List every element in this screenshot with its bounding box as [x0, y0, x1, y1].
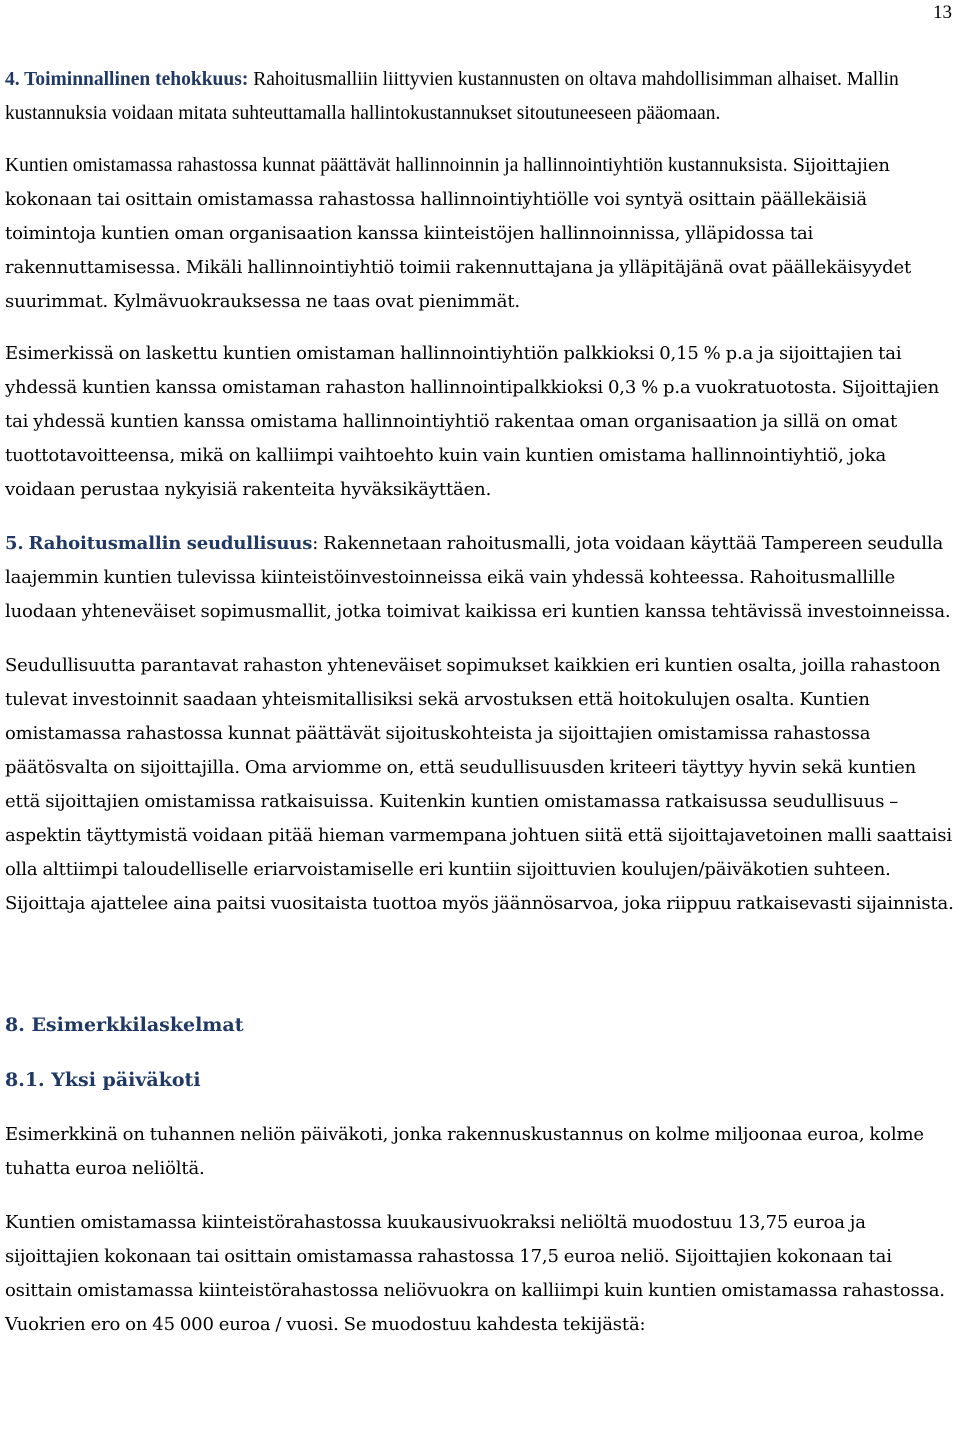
section-8-1-heading: 8.1. Yksi päiväkoti — [5, 1069, 201, 1091]
fee-example-paragraph: Esimerkissä on laskettu kuntien omistaman hallinnointiyhtiön palkkioksi 0,15 % p.a ja sijoittajien tai yhdessä kuntien kanssa omistaman rahaston hallinnointipalkkioksi 0,3 % p.a vuokratuotosta. Sijoittajien tai yhdessä kuntien kanssa omistama hallinnointiyhtiö rakentaa oman organisaation ja sillä on omat tuottotavoitteensa, mikä on kalliimpi vaihtoehto kuin vain kuntien omistama hallinnointiyhtiö, joka voidaan perustaa nykyisiä rakenteita hyväksikäyttäen. — [5, 343, 940, 500]
criterion-5-paragraph — [5, 527, 955, 629]
admin-costs-paragraph — [5, 149, 955, 319]
document-body — [5, 63, 955, 1342]
criterion-5-number: 5. — [5, 533, 24, 554]
section-8-heading: 8. Esimerkkilaskelmat — [5, 1014, 244, 1036]
criterion-4-text: Rahoitusmalliin liittyvien kustannusten on oltava mahdollisimman alhaiset. Mallin kustannuksia voidaan mitata suhteuttamalla hallintokustannukset sitoutuneeseen pääomaan. — [5, 69, 899, 124]
criterion-4-label: 4. Toiminnallinen tehokkuus: — [5, 69, 249, 90]
page-number: 13 — [933, 2, 952, 23]
daycare-example-paragraph: Esimerkkinä on tuhannen neliön päiväkoti, jonka rakennuskustannus on kolme miljoonaa euroa, kolme tuhatta euroa neliöltä. — [5, 1124, 924, 1179]
criterion-5-label: Rahoitusmallin seudullisuus — [28, 533, 313, 554]
admin-costs-part1: Kuntien omistamassa rahastossa kunnat päättävät hallinnoinnin ja hallinnointiyhtiön kustannuksista. — [5, 155, 788, 176]
admin-costs-part2: Sijoittajien kokonaan tai osittain omistamassa rahastossa hallinnointiyhtiölle voi syntyä osittain päällekäisiä toimintoja kuntien oman organisaation kanssa kiinteistöjen hallinnoinnissa, ylläpidossa tai rakennuttamisessa. Mikäli hallinnointiyhtiö toimii rakennuttajana ja ylläpitäjänä ovat päällekäisyydet suurimmat. Kylmävuokrauksessa ne taas ovat pienimmät. — [5, 155, 912, 312]
regional-paragraph: Seudullisuutta parantavat rahaston yhteneväiset sopimukset kaikkien eri kuntien osalta, joilla rahastoon tulevat investoinnit saadaan yhteismitallisiksi sekä arvostuksen että hoitokulujen osalta. Kuntien omistamassa rahastossa kunnat päättävät sijoituskohteista ja sijoittajien omistamissa rahastossa päätösvalta on sijoittajilla. Oma arviomme on, että seudullisuusden kriteeri täyttyy hyvin sekä kuntien että sijoittajien omistamissa ratkaisuissa. Kuitenkin kuntien omistamassa ratkaisussa seudullisuus –aspektin täyttymistä voidaan pitää hieman varmempana johtuen siitä että sijoittajavetoinen malli saattaisi olla alttiimpi taloudelliselle eriarvoistamiselle eri kuntiin sijoittuvien koulujen/päiväkotien suhteen. Sijoittaja ajattelee aina paitsi vuositaista tuottoa myös jäännösarvoa, joka riippuu ratkaisevasti sijainnista. — [5, 655, 954, 914]
criterion-4-paragraph — [5, 63, 955, 131]
rent-comparison-paragraph: Kuntien omistamassa kiinteistörahastossa kuukausivuokraksi neliöltä muodostuu 13,75 euroa ja sijoittajien kokonaan tai osittain omistamassa rahastossa 17,5 euroa neliö. Sijoittajien kokonaan tai osittain omistamassa kiinteistörahastossa neliövuokra on kalliimpi kuin kuntien omistamassa rahastossa. Vuokrien ero on 45 000 euroa / vuosi. Se muodostuu kahdesta tekijästä: — [5, 1212, 945, 1335]
criterion-5-text: : Rakennetaan rahoitusmalli, jota voidaan käyttää Tampereen seudulla laajemmin kuntien tulevissa kiinteistöinvestoinneissa eikä vain yhdessä kohteessa. Rahoitusmallille luodaan yhteneväiset sopimusmallit, jotka toimivat kaikissa eri kuntien kanssa tehtävissä investoinneissa. — [5, 533, 951, 622]
